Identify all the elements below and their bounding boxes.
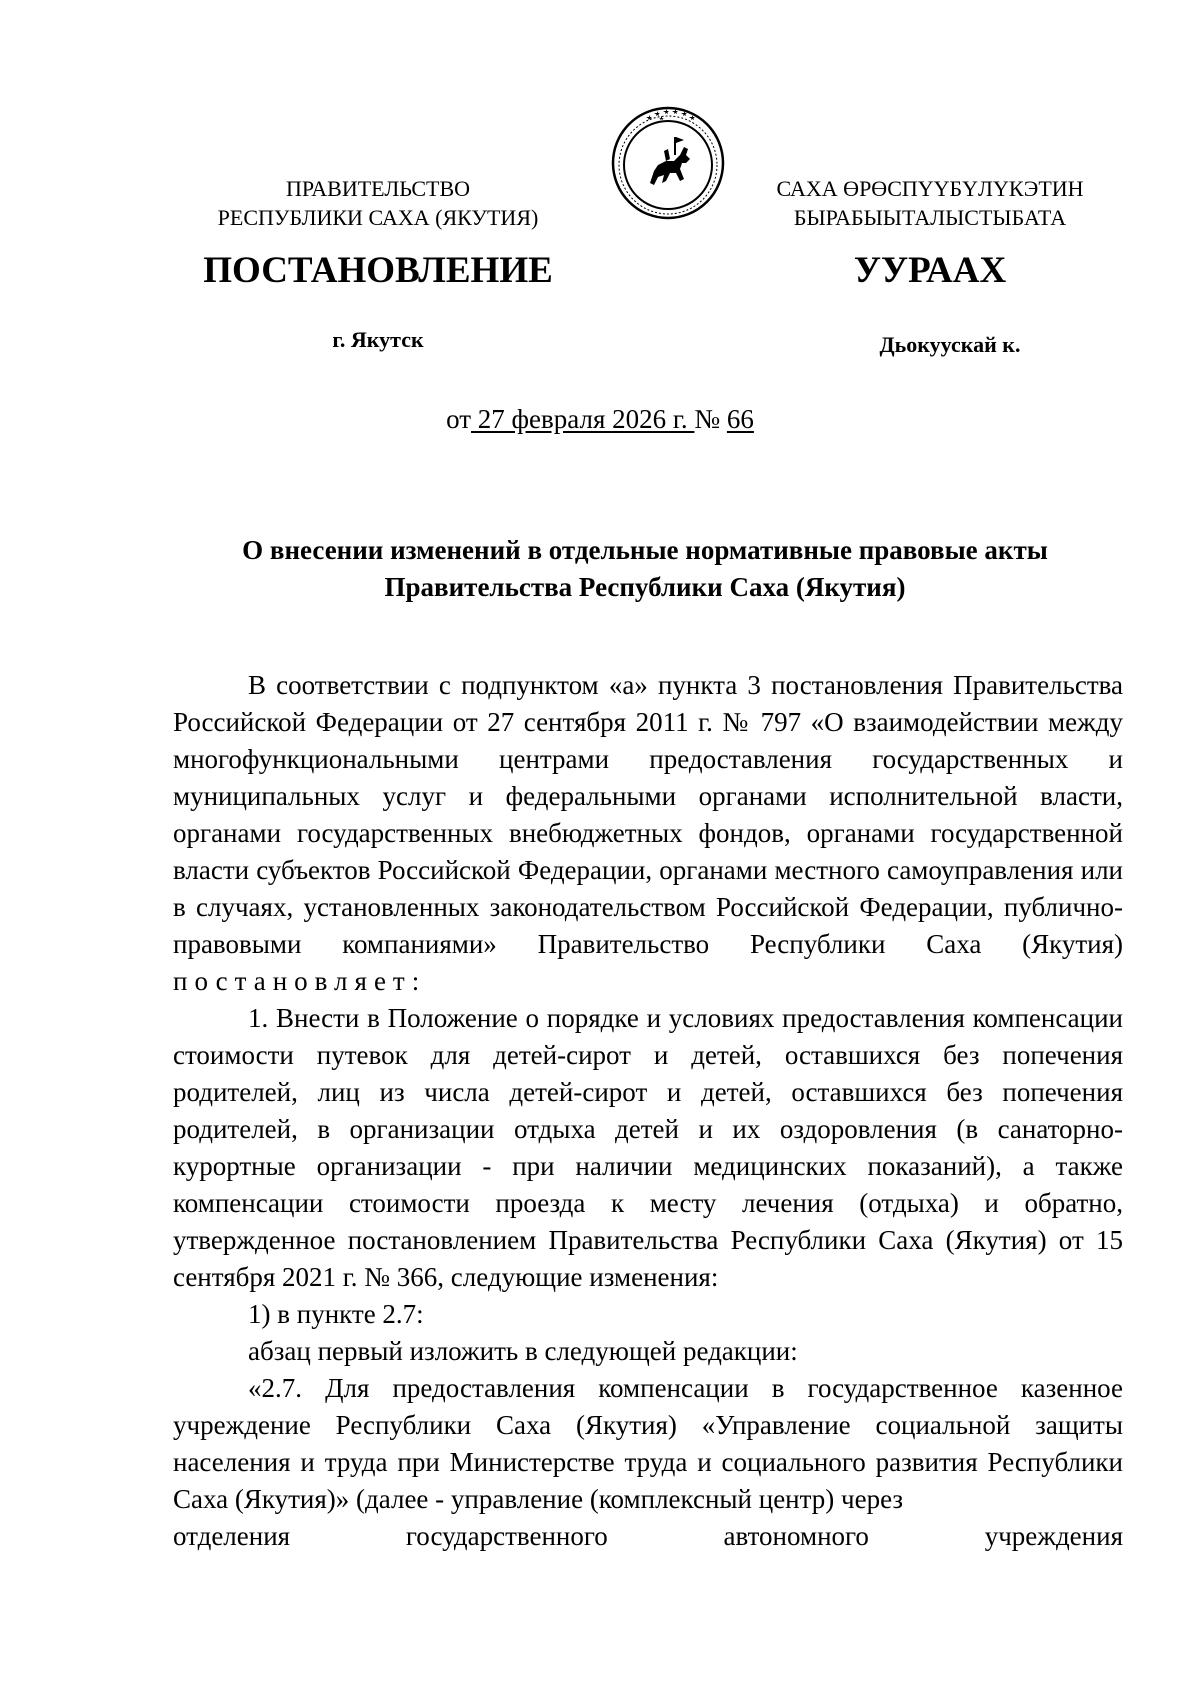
- city-sakha: Дьокуускай к.: [879, 332, 1021, 357]
- document-date: 27 февраля 2026 г.: [471, 404, 695, 434]
- preamble-paragraph: В соответствии с подпунктом «а» пункта 3 постановления Правительства Российской Федерации от 27 сентября 2011 г. № 797 «О взаимодействии между многофункциональными центрами предоставления государственных и муниципальных услуг и федеральными органами исполнительной власти, органами государственных внебюджетных фондов, органами государственной власти субъектов Российской Федерации, органами местного самоуправления или в случаях, установленных законодательством Российской Федерации, публично-правовыми компаниями» Правительство Республики Саха (Якутия): [173, 670, 1123, 959]
- header-right-line-1: САХА ӨРӨСПҮҮБҮЛҮКЭТИН: [776, 176, 1084, 201]
- subject-line-1: О внесении изменений в отдельные нормативные правовые акты: [242, 535, 1048, 565]
- coat-of-arms-icon: [608, 103, 728, 223]
- document-number: 66: [726, 404, 754, 434]
- city-ru: г. Якутск: [332, 327, 424, 352]
- subject-line-2: Правительства Республики Саха (Якутия): [384, 572, 906, 602]
- quoted-paragraph: «2.7. Для предоставления компенсации в государственное казенное учреждение Республики Саха (Якутия) «Управление социальной защиты населения и труда при Министерстве труда и социального развития Республики Саха (Якутия)» (далее - управление (комплексный центр) через: [173, 1373, 1123, 1514]
- coat-of-arms-svg: [608, 103, 728, 223]
- subitem-1: 1) в пункте 2.7:: [248, 1299, 424, 1329]
- instruction-paragraph: абзац первый изложить в следующей редакции:: [248, 1336, 798, 1366]
- header-left-line-1: ПРАВИТЕЛЬСТВО: [285, 176, 471, 201]
- header-left-line-2: РЕСПУБЛИКИ САХА (ЯКУТИЯ): [217, 205, 539, 230]
- doc-type-sakha: УУРААХ: [853, 250, 1007, 291]
- date-number-line: [0, 402, 1200, 436]
- doc-type-ru: ПОСТАНОВЛЕНИЕ: [203, 250, 553, 291]
- document-body: [173, 667, 1123, 1555]
- number-sign: №: [694, 404, 727, 434]
- last-line: отделения государственного автономного учреждения: [173, 1521, 1123, 1551]
- item-1-paragraph: 1. Внести в Положение о порядке и условиях предоставления компенсации стоимости путевок для детей-сирот и детей, оставшихся без попечения родителей, лиц из числа детей-сирот и детей, оставшихся без попечения родителей, в организации отдыха детей и их оздоровления (в санаторно-курортные организации - при наличии медицинских показаний), а также компенсации стоимости проезда к месту лечения (отдыха) и обратно, утвержденное постановлением Правительства Республики Саха (Якутия) от 15 сентября 2021 г. № 366, следующие изменения:: [173, 1003, 1123, 1292]
- document-subject: [170, 532, 1120, 606]
- decree-word: постановляет:: [173, 966, 427, 996]
- header-right-line-2: БЫРАБЫЫТАЛЫСТЫБАТА: [793, 205, 1067, 230]
- date-prefix: от: [446, 404, 472, 434]
- header-right: [740, 174, 1120, 232]
- header-left: [188, 174, 568, 232]
